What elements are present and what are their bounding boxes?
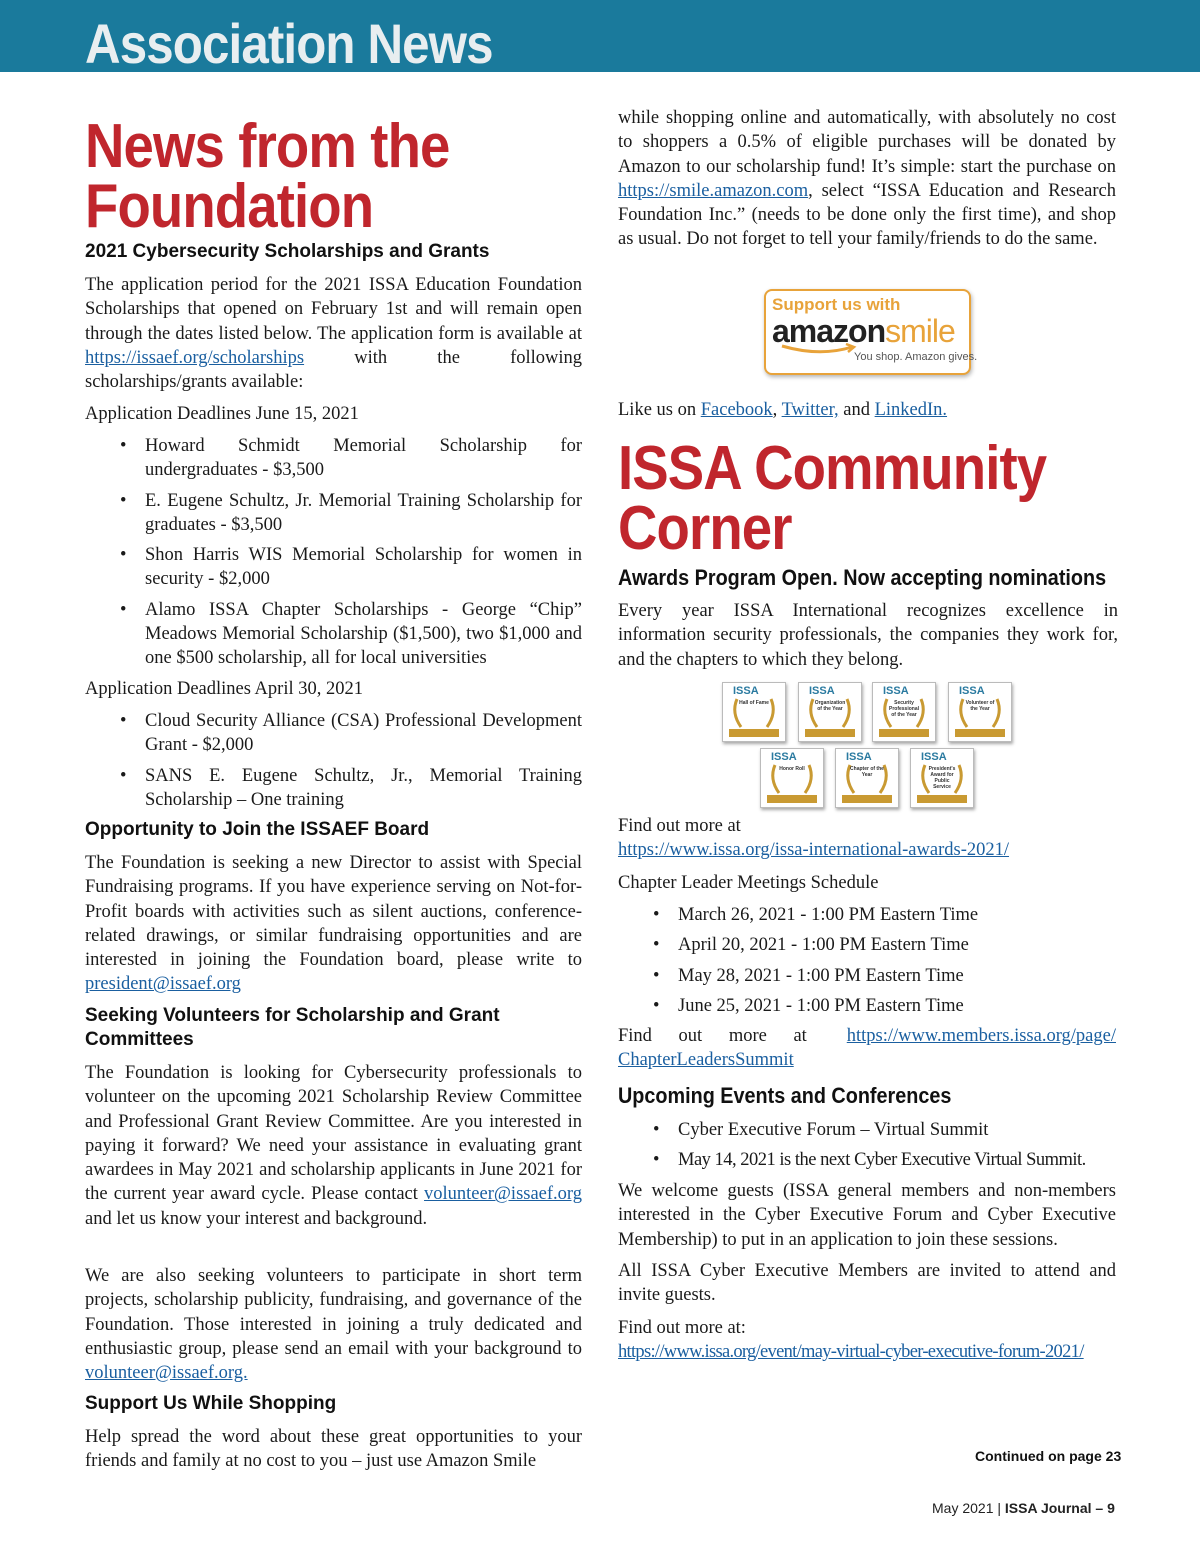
laurel-wreath-icon	[842, 759, 892, 799]
scholarship-list-april	[145, 709, 582, 812]
footer-date: May 2021	[932, 1500, 994, 1516]
social-links: Like us on Facebook, Twitter, and LinkedIn.	[618, 400, 948, 420]
badge-label: Security Professional of the Year	[888, 700, 919, 718]
award-badge	[872, 682, 936, 742]
volunteer-email-link-2[interactable]: volunteer@issaef.org.	[85, 1363, 248, 1384]
board-text-body: The Foundation is seeking a new Director to assist with Special Fundraising programs. If you have experience serving on Not-for-Profit boards with activities such as silent auctions, conference-related drawings, or similar fundraising opportunities and are interested in joining the Foundation board, please write to	[85, 853, 582, 971]
badge-label: Honor Roll	[779, 766, 805, 772]
events-heading: Upcoming Events and Conferences	[618, 1083, 952, 1108]
award-badge	[760, 748, 824, 808]
list-item: • April 20, 2021 - 1:00 PM Eastern Time	[678, 933, 1118, 957]
award-badge	[835, 748, 899, 808]
board-text	[85, 851, 582, 997]
awards-text: Every year ISSA International recognizes excellence in information security professionals, the companies they work for, and the chapters to which they belong.	[618, 601, 1118, 670]
amazon-tagline: You shop. Amazon gives.	[854, 351, 978, 363]
banner-title: Association News	[85, 12, 493, 72]
issa-logo: ISSA	[921, 751, 947, 763]
badge-ribbon	[842, 795, 892, 803]
find-awards-text: Find out more at	[618, 816, 741, 836]
events-text-1: We welcome guests (ISSA general members and non-members interested in the Cyber Executive Forum and Cyber Executive Membership) to put in an application to join these sessions.	[618, 1181, 1116, 1250]
events-text-2: All ISSA Cyber Executive Members are invited to attend and invite guests.	[618, 1261, 1116, 1306]
continued-note: Continued on page 23	[975, 1448, 1122, 1464]
laurel-wreath-icon	[805, 693, 855, 733]
volunteers-text	[85, 1061, 582, 1231]
find-events-text: Find out more at:	[618, 1318, 746, 1338]
community-title-line2: Corner	[618, 494, 792, 563]
amazon-smile-text-body: while shopping online and automatically, with absolutely no cost to shoppers a 0.5% of eligible purchases will be donated by Amazon to our scholarship fund! It’s simple: start the purchase on	[618, 108, 1116, 177]
issa-logo: ISSA	[959, 685, 985, 697]
find-summit-line	[618, 1024, 1116, 1048]
list-item: • May 28, 2021 - 1:00 PM Eastern Time	[678, 964, 1118, 988]
find-events	[618, 1316, 1116, 1365]
award-badge	[948, 682, 1012, 742]
list-item: • May 14, 2021 is the next Cyber Executive Virtual Summit.	[678, 1148, 1118, 1172]
awards-heading: Awards Program Open. Now accepting nominations	[618, 565, 1107, 590]
events-link[interactable]: https://www.issa.org/event/may-virtual-cyber-executive-forum-2021/	[618, 1342, 1084, 1363]
list-item: • Cloud Security Alliance (CSA) Professional Development Grant - $2,000	[145, 709, 582, 758]
badge-label: Chapter of the Year	[850, 766, 884, 778]
meetings-list	[678, 903, 1118, 1018]
badge-label: Hall of Fame	[739, 700, 769, 706]
like-text: Like us on	[618, 400, 697, 420]
board-heading: Opportunity to Join the ISSAEF Board	[85, 819, 430, 840]
facebook-link[interactable]: Facebook	[700, 400, 773, 420]
badge-ribbon	[955, 729, 1005, 737]
badge-ribbon	[917, 795, 967, 803]
badge-label: Volunteer of the Year	[965, 700, 995, 712]
deadline-april: Application Deadlines April 30, 2021	[85, 679, 363, 699]
amazon-brand: amazon	[772, 313, 886, 349]
badge-ribbon	[805, 729, 855, 737]
badge-label: President's Award for Public Service	[928, 766, 956, 790]
volunteers-heading: Seeking Volunteers for Scholarship and Grant Committees	[85, 1005, 500, 1050]
meetings-heading: Chapter Leader Meetings Schedule	[618, 873, 879, 893]
volunteer-email-link[interactable]: volunteer@issaef.org	[424, 1184, 583, 1205]
like-and-text: and	[843, 400, 870, 420]
find-summit-text: Find out more at	[618, 1026, 807, 1046]
footer-separator: |	[997, 1500, 1002, 1516]
footer-journal: ISSA Journal – 9	[1004, 1500, 1115, 1516]
list-item: • Shon Harris WIS Memorial Scholarship for women in security - $2,000	[145, 543, 582, 592]
scholarships-intro-text: The application period for the 2021 ISSA Education Foundation Scholarships that opened on February 1st and will remain open through the dates listed below. The application form is available at	[85, 275, 582, 344]
amazon-smile-logo[interactable]	[764, 289, 978, 375]
list-item: • E. Eugene Schultz, Jr. Memorial Training Scholarship for graduates - $3,500	[145, 489, 582, 538]
twitter-link[interactable]: Twitter,	[781, 400, 839, 420]
issa-logo: ISSA	[733, 685, 759, 697]
scholarship-list-june	[145, 434, 582, 671]
page-footer	[932, 1500, 1115, 1516]
president-email-link[interactable]: president@issaef.org	[85, 974, 241, 995]
scholarships-intro	[85, 273, 582, 394]
amazon-smile-text	[618, 106, 1116, 252]
list-item: • Alamo ISSA Chapter Scholarships - George “Chip” Meadows Memorial Scholarship ($1,500), two $1,000 and one $500 scholarship, all for local universities	[145, 598, 582, 671]
amazon-smile-text-end: , select “ISSA Education and Research Foundation Inc.” (needs to be done only the first time), and shop as usual. Do not forget to tell your family/friends to do the same.	[618, 180, 1116, 250]
linkedin-link[interactable]: LinkedIn.	[874, 400, 948, 420]
events-list	[678, 1118, 1118, 1173]
page-title-line1: News from the	[85, 112, 450, 181]
amazon-support-text: Support us with	[772, 295, 901, 314]
deadline-june: Application Deadlines June 15, 2021	[85, 404, 359, 424]
amazon-arrow-icon	[780, 343, 860, 357]
badge-label: Organization of the Year	[814, 700, 846, 712]
volunteers-text-body: The Foundation is looking for Cybersecurity professionals to volunteer on the upcoming 2021 Scholarship Review Committee and Professional Grant Review Committee. Are you interested in paying it forward? We need your assistance in evaluating grant awardees in May 2021 and scholarship applicants in June 2021 for the current year award cycle. Please contact	[85, 1063, 582, 1205]
community-title-line1: ISSA Community	[618, 434, 1047, 503]
issa-logo: ISSA	[883, 685, 909, 697]
volunteers-text-end: and let us know your interest and background.	[85, 1208, 428, 1229]
shopping-heading: Support Us While Shopping	[85, 1393, 337, 1414]
list-item: • Howard Schmidt Memorial Scholarship for undergraduates - $3,500	[145, 434, 582, 483]
issa-logo: ISSA	[809, 685, 835, 697]
badge-ribbon	[879, 729, 929, 737]
list-item: • SANS E. Eugene Schultz, Jr., Memorial Training Scholarship – One training	[145, 764, 582, 813]
issa-logo: ISSA	[846, 751, 872, 763]
award-badge	[798, 682, 862, 742]
scholarships-link[interactable]: https://issaef.org/scholarships	[85, 347, 305, 368]
list-item: • Cyber Executive Forum – Virtual Summit	[678, 1118, 1118, 1142]
badge-ribbon	[767, 795, 817, 803]
badge-ribbon	[729, 729, 779, 737]
smile-amazon-link[interactable]: https://smile.amazon.com	[618, 180, 809, 201]
list-item: • June 25, 2021 - 1:00 PM Eastern Time	[678, 994, 1118, 1018]
find-summit	[618, 1024, 1116, 1073]
scholarships-heading: 2021 Cybersecurity Scholarships and Grants	[85, 241, 490, 262]
scholarships-intro-end: with the following scholarships/grants available:	[85, 347, 583, 393]
amazon-smile-brand: smile	[885, 313, 955, 349]
section-banner	[0, 0, 1200, 72]
awards-link[interactable]: https://www.issa.org/issa-international-awards-2021/	[618, 840, 1010, 861]
issa-logo: ISSA	[771, 751, 797, 763]
page-title-line2: Foundation	[85, 172, 374, 241]
award-badge	[910, 748, 974, 808]
award-badge	[722, 682, 786, 742]
summit-link-2[interactable]: ChapterLeadersSummit	[618, 1050, 794, 1071]
summit-link[interactable]: https://www.members.issa.org/page/	[846, 1026, 1116, 1046]
list-item: • March 26, 2021 - 1:00 PM Eastern Time	[678, 903, 1118, 927]
laurel-wreath-icon	[767, 759, 817, 799]
shopping-text: Help spread the word about these great opportunities to your friends and family at no cost to you – just use Amazon Smile	[85, 1427, 582, 1472]
laurel-wreath-icon	[955, 693, 1005, 733]
volunteers-text-2	[85, 1264, 582, 1385]
volunteers-text2-body: We are also seeking volunteers to participate in short term projects, scholarship publicity, fundraising, and governance of the Foundation. Those interested in joining a truly dedicated and enthusiastic group, please send an email with your background to	[85, 1266, 582, 1359]
laurel-wreath-icon	[729, 693, 779, 733]
find-awards	[618, 814, 1116, 863]
